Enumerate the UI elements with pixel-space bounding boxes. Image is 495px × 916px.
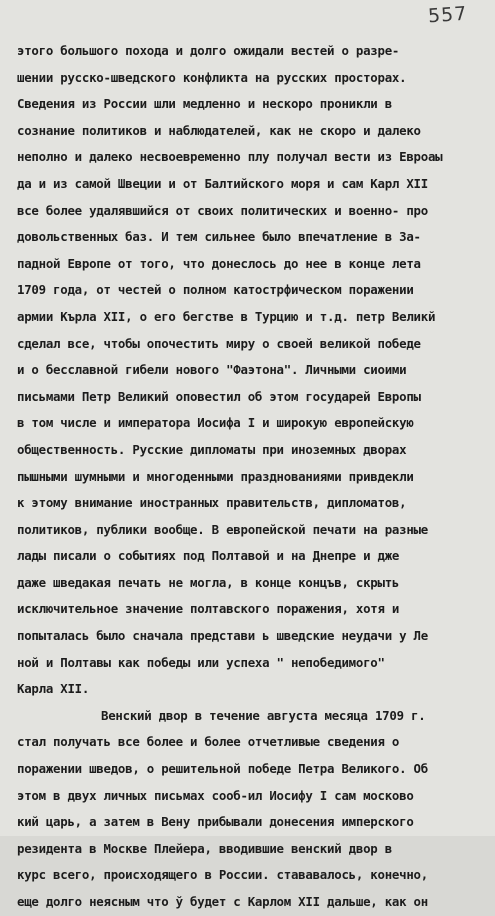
text-line: письмами Петр Великий оповестил об этом государей Европы [17, 388, 421, 404]
text-line: 1709 года, от честей о полном катострфическом поражении [17, 282, 414, 298]
text-line: пышными шумными и многоденными празднованиями привдекли [17, 468, 414, 484]
page-number: 557 [427, 2, 468, 28]
typed-text-body [17, 38, 487, 916]
text-line: стал получать все более и более отчетливые сведения о [17, 734, 400, 750]
text-line: неполно и далеко несвоевременно плу получал вести из Евроаы [17, 149, 443, 165]
text-line: Сведения из России шли медленно и нескоро проникли в [17, 96, 392, 112]
text-line: исключительное значение полтавского поражения, хотя и [17, 601, 400, 617]
text-line: этого большого похода и долго ожидали вестей о разре- [17, 43, 400, 58]
text-line: сознание политиков и наблюдателей, как не скоро и далеко [17, 122, 421, 138]
text-line: ной и Полтавы как победы или успеха " непобедимого" [17, 654, 385, 670]
text-line: армии Кърла XII, о его бегстве в Турцию и т.д. петр Великй [17, 308, 436, 324]
text-line: падной Европе от того, что донеслось до нее в конце лета [17, 255, 421, 271]
text-line: лады писали о событиях под Полтавой и на Днепре и дже [17, 548, 400, 564]
text-line: этом в двух личных письмах сооб-ил Иосифу I сам москово [17, 787, 414, 803]
text-line: кий царь, а затем в Вену прибывали донесения имперского [17, 814, 414, 830]
text-line: курс всего, происходящего в России. стававалось, конечно, [17, 867, 428, 883]
text-line: общественность. Русские дипломаты при иноземных дворах [17, 441, 407, 457]
text-line: шении русско-шведского конфликта на русских просторах. [17, 69, 407, 85]
text-line: все более удалявшийся от своих политических и военно- про [17, 202, 428, 218]
text-line: резидента в Москве Плейера, вводившие венский двор в [17, 840, 392, 856]
text-line: да и из самой Швеции и от Балтийского моря и сам Карл XII [17, 175, 428, 191]
text-line: политиков, публики вообще. В европейской печати на разные [17, 521, 428, 537]
text-line: и о бесславной гибели нового "Фаэтона". Личными сиоими [17, 362, 407, 378]
text-line: даже шведакая печать не могла, в конце концъв, скрыть [17, 574, 400, 590]
text-line: сделал все, чтобы опочестить миру о своей великой победе [17, 335, 421, 351]
text-line: поражении шведов, о решительной победе Петра Великого. Об [17, 761, 428, 777]
text-line: еще долго неясным что ў будет с Карлом XII дальше, как он [17, 894, 428, 909]
text-line: в том числе и императора Иосифа I и широкую европейскую [17, 415, 414, 431]
text-line: Венский двор в течение августа месяца 1709 г. [101, 707, 426, 723]
text-line: к этому внимание иностранных правительств, дипломатов, [17, 495, 407, 511]
text-line: попыталась было сначала представи ь шведские неудачи у Ле [17, 628, 428, 644]
text-line: Карла XII. [17, 681, 90, 697]
text-line: довольственных баз. И тем сильнее было впечатление в За- [17, 229, 421, 245]
